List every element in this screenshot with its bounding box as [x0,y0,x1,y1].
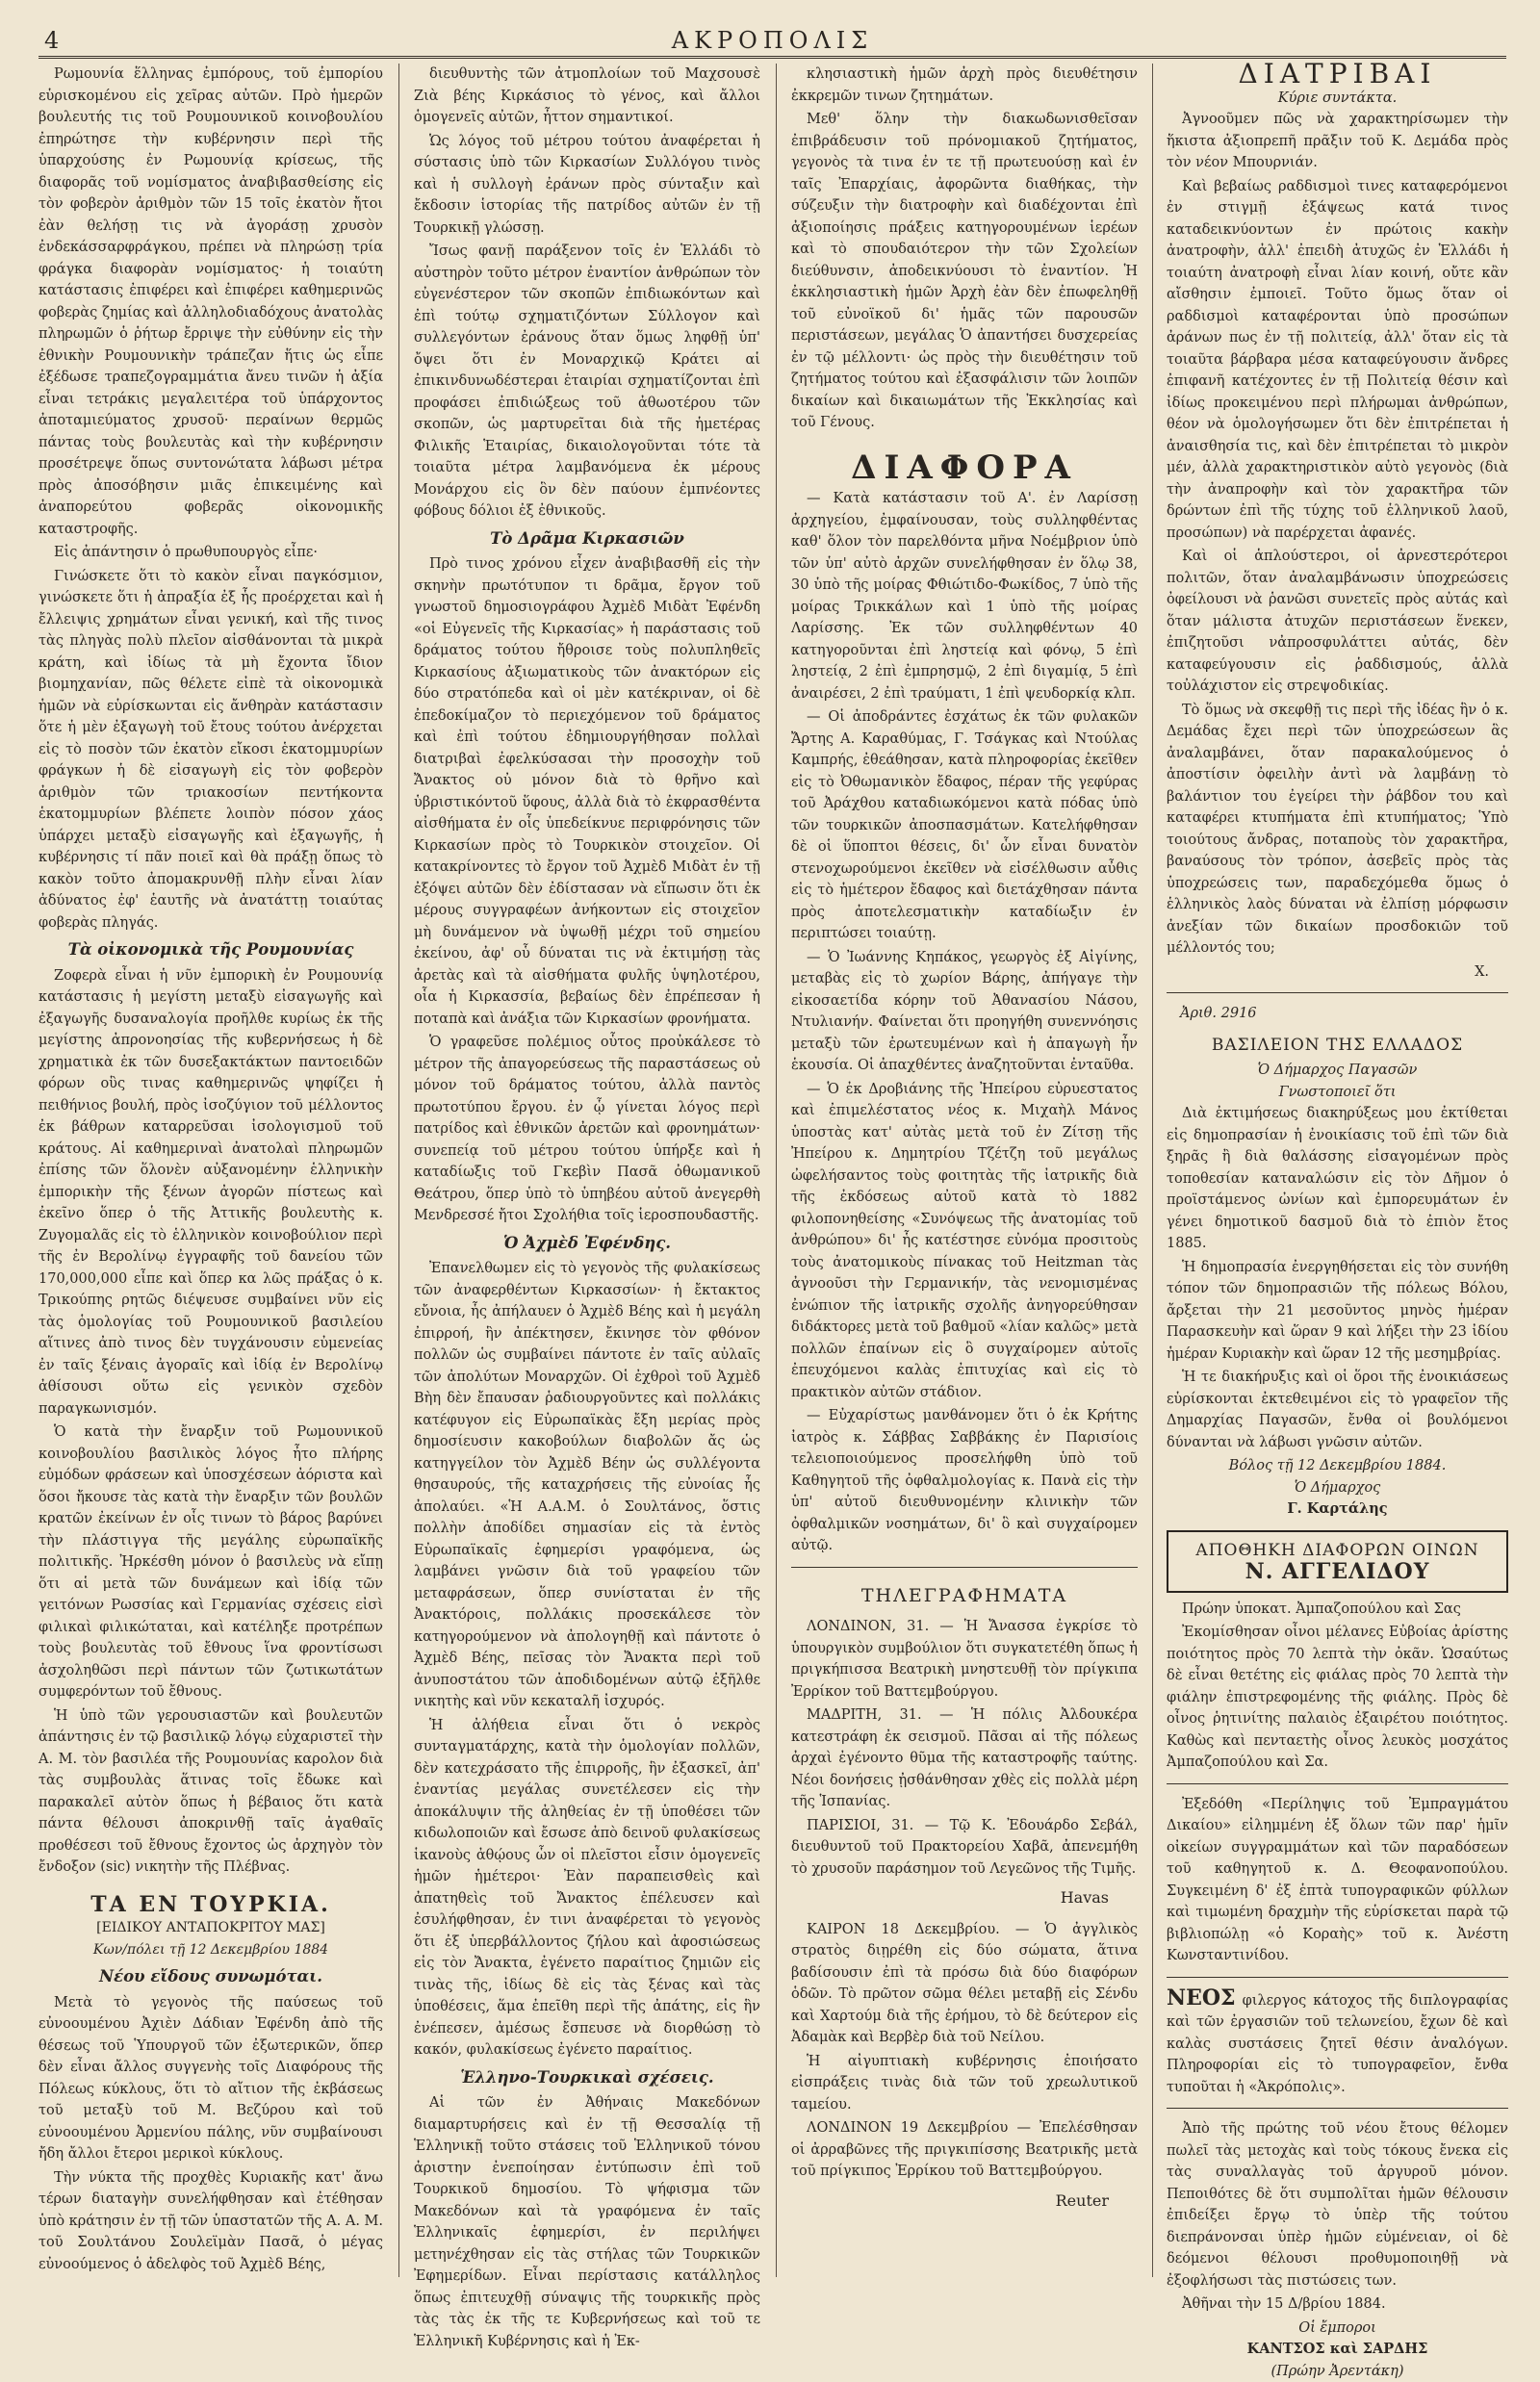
paragraph: Ἀθῆναι τὴν 15 Δ/βρίου 1884. [1167,2293,1508,2316]
column-1 [38,64,383,2277]
ad-signature-title: Οἱ ἔμποροι [1167,2318,1508,2340]
paragraph: Ὁ γραφεῦσε πολέμιος οὗτος προὐκάλεσε τὸ μέτρον τῆς ἀπαγορεύσεως τῆς παραστάσεως οὐ μόνον τοῦ δράματος τούτου, ἀλλὰ παντὸς πρωτοτύπου ἔργου. ἐν ᾧ γίνεται λόγος περὶ πατρίδος καὶ ἐθνικῶν ἀρετῶν καὶ φρονημάτων· συνεπείᾳ τοῦ μέτρου τούτου ὑπήρξε καὶ ἡ καταδίωξις τοῦ Γκεβὶν Πασᾶ ὀθωμανικοῦ Θεάτρου, ὅπερ ὑπὸ τὸ ὑπηβέου αὐτοῦ ἀνεγερθὴ Μενδρεσσέ ἤτοι Σχολήθια τοῖς ἱεροσπουδαστῆς. [414,1032,760,1227]
page-number: 4 [44,27,59,54]
news-item: — Εὐχαρίστως μανθάνομεν ὅτι ὁ ἐκ Κρήτης ἰατρὸς κ. Σάββας Σαββάκης ἐν Παρισίοις τελειοποιούμενος προσελήφθη ὑπὸ τοῦ Καθηγητοῦ τῆς ὀφθαλμολογίας κ. Πανὰ εἰς τὴν ὑπ' αὐτοῦ διευθυνομένην κλινικὴν τῶν ὀφθαλμικῶν νοσημάτων, δι' ὃ καὶ συγχαίρομεν αὐτῷ. [791,1405,1138,1557]
paragraph: Ἡ δημοπρασία ἐνεργηθήσεται εἰς τὸν συνήθη τόπον τῶν δημοπρασιῶν τῆς πόλεως Βόλου, ἄρξεται τὴν 21 μεσοῦντος μηνὸς ἡμέραν Παρασκευὴν καὶ ὥραν 9 καὶ λήξει τὴν 23 ἰδίου ἡμέραν Κυριακὴν καὶ ὥραν 12 τῆς μεσημβρίας. [1167,1257,1508,1366]
paragraph: Ἡ ἀλήθεια εἶναι ὅτι ὁ νεκρὸς συνταγματάρχης, κατὰ τὴν ὁμολογίαν πολλῶν, δὲν κατεχράσατο τῆς ἐπιρροῆς, ἣν ἐξασκεῖ, ἀπ' ἐναντίας μεγάλας συνετέλεσεν εἰς τὴν ἀποκάλυψιν τῆς ἀληθείας ἐν τῇ ὑποθέσει τῶν κιδωλοποιῶν καὶ ἔσωσε ἀπὸ δεινοῦ φυλακίσεως ἱκανοὺς ἀθῴους ὧν οἱ πλεῖστοι εἶσιν ὁμογενεῖς ἡμῶν ἡμέτεροι· Ἐὰν παραπεισθεὶς καὶ ἀπατηθεὶς τοῦ Ἄνακτος ἐπέλευσεν καὶ ἐσυλήφθησαν, ἐν τινι ἀναφέρεται τὸ γεγονὸς ὅτι ἐξ ὑπερβάλλοντος ζήλου καὶ ἀφοσιώσεως εἰς τὸν Ἄνακτα, ἐγένετο παραίτιος ζημιῶν εἰς τινὰς τῆς, ἰδίως δὲ εἰς τὰς ξένας καὶ τὰς ὑποθέσεις, ἅμα ἐπεῖθη περὶ τῆς ἀπάτης, εἰς ἣν ἐνέπεσεν, ἀμέσως ἔσπευσε νὰ διορθώσῃ τὸ κακόν, φυλακίσεως ἐγένετο παραίτιος. [414,1715,760,2062]
column-rule [398,64,399,2277]
telegram: ΛΟΝΔΙΝΟΝ 19 Δεκεμβρίου — Ἐπελέσθησαν οἱ ἀρραβῶνες τῆς πριγκιπίσσης Βεατρικῆς μετὰ τοῦ πρίγκιπος Ἐρρίκου τοῦ Βαττεμβούργου. [791,2117,1138,2183]
news-item: — Ὁ ἐκ Δροβιάνης τῆς Ἠπείρου εὐρυεστατος καὶ ἐπιμελέστατος νέος κ. Μιχαὴλ Μάνος ὑποστὰς κατ' αὐτὰς μετὰ τοῦ ἐν Ζίτσῃ τῆς Ἠπείρου κ. Δημητρίου Τζέτζη τοῦ μεγάλως ὠφελήσαντος τοὺς φοιτητὰς τῆς ἰατρικῆς διὰ τῆς ἐκδόσεως αὐτοῦ κατὰ τὸ 1882 φιλοπονηθείσης «Συνόψεως τῆς ἀνατομίας τοῦ ἀνθρώπου» δι' ἧς κατέστησε εὐνόμα προσιτοὺς τοὺς ἀνατομικοὺς πίνακας τοῦ Heitzman τὰς ἀγνοοῦσι τὴν Γερμανικήν, τὰς νενομισμένας ἐνώπιον τῆς ἰατρικῆς σχολῆς ἀνηγορεύθησαν διδάκτορες μετὰ τοῦ βαθμοῦ «λίαν καλῶς» μετὰ πολλῶν ἐπαίνων εἰς ὃ συγχαίρομεν αὐτοῖς ἐπευχόμενοι καλὰς ἐπιτυχίας καὶ εἰς τὸ πρακτικὸν αὐτῶν στάδιον. [791,1079,1138,1404]
notice-heading: ΒΑΣΙΛΕΙΟΝ ΤΗΣ ΕΛΛΑΔΟΣ [1167,1035,1508,1057]
divider [1167,1783,1508,1784]
paragraph: Καὶ οἱ ἁπλούστεροι, οἱ ἀρνεστερότεροι πολιτῶν, ὅταν ἀναλαμβάνωσιν ὑποχρεώσεις ὀφείλουσι νὰ ῥανῶσι συνετεῖς πρὸς αὐτάς καὶ ὅταν μάλιστα ἀτυχῶν περιστάσεων ἕνεκεν, ἐπιζητοῦσι νἀπροσφυλάττει αὐτάς, δὲν καταφεύγουσιν εἰς ῥαδδισμούς, ἀλλὰ τοὐλάχιστον εἰς στρεψοδικίας. [1167,546,1508,698]
telegram: Ἡ αἰγυπτιακὴ κυβέρνησις ἐποιήσατο εἰσπράξεις τινὰς διὰ τῶν τοῦ χρεωλυτικοῦ ταμείου. [791,2051,1138,2116]
ad-signature-name: ΚΑΝΤΣΟΣ καὶ ΣΑΡΔΗΣ [1167,2339,1508,2361]
news-item: — Οἱ ἀποδράντες ἐσχάτως ἐκ τῶν φυλακῶν Ἄρτης Α. Καραθύμας, Γ. Τσάγκας καὶ Ντούλας Καμπρής, ἐθεάθησαν, κατὰ πληροφορίας ἐκεῖθεν εἰς τὸ Ὀθωμανικὸν ἔδαφος, πέραν τῆς γεφύρας τοῦ Ἀράχθου καταδιωκόμενοι κατὰ πόδας ὑπὸ τῶν τουρκικῶν ἀποσπασμάτων. Κατελήφθησαν δὲ οἱ ὕποπτοι θέσεις, δι' ὧν εἶναι δυνατὸν στενοχωρούμενοι ἐκεῖθεν νὰ εἰσέλθωσιν αὖθις εἰς τὸ ἡμέτερον ἔδαφος καὶ διετάχθησαν πάντα πρὸς ἀποτελεσματικὴν καταδίωξιν ἐν περιπτώσει τοιαύτῃ. [791,706,1138,945]
telegram: ΠΑΡΙΣΙΟΙ, 31. — Τῷ Κ. Ἐδουάρδο Σεβάλ, διευθυντοῦ τοῦ Πρακτορείου Χαβᾶ, ἀπενεμήθη τὸ χρυσοῦν παράσημον τοῦ Λεγεῶνος τῆς Τιμῆς. [791,1815,1138,1881]
notice-authority: Ὁ Δήμαρχος Παγασῶν [1167,1060,1508,1082]
paragraph: Ἡ τε διακήρυξις καὶ οἱ ὅροι τῆς ἐνοικιάσεως εὑρίσκονται ἐκτεθειμένοι εἰς τὸ γραφεῖον τῆς Δημαρχίας Παγασῶν, ἔνθα οἱ βουλόμενοι δύνανται νὰ λάβωσι γνῶσιν αὐτῶν. [1167,1367,1508,1453]
agency-signature: Havas [791,1887,1109,1909]
column-rule [1152,64,1153,2277]
notice-signature-name: Γ. Καρτάλης [1167,1498,1508,1521]
subheading: Ἑλληνο-Τουρκικαὶ σχέσεις. [414,2067,760,2089]
correspondent-note: [ΕΙΔΙΚΟΥ ΑΝΤΑΠΟΚΡΙΤΟΥ ΜΑΣ] [38,1917,383,1939]
wine-store-advertisement [1167,1530,1508,1593]
paragraph: Πρὸ τινος χρόνου εἶχεν ἀναβιβασθῆ εἰς τὴν σκηνὴν πρωτότυπον τι δρᾶμα, ἔργον τοῦ γνωστοῦ δημοσιογράφου Ἀχμὲδ Μιδὰτ Ἐφένδη «οἱ Εὐγενεῖς τῆς Κιρκασίας» ἡ παράστασις τοῦ δράματος τούτου ἤθροισε τοὺς πολυπληθεῖς Κιρκασίους ἀξιωματικοὺς τῶν ἀνακτόρων εἰς δύο στρατόπεδα καὶ οἱ μὲν κατέκριναν, οἱ δὲ ἐπεδοκίμαζον τὸ περιεχόμενον τοῦ δράματος καὶ ἐπὶ τούτου ἐδημιουργήθησαν πολλαὶ διατριβαὶ ἐφελκύσασαι τὴν προσοχὴν τοῦ Ἄνακτος οὐ μόνον διὰ τὸ θρῆνο καὶ ὑβριστικόντοῦ ὕφους, ἀλλὰ διὰ τὸ ἐκφρασθέντα αἰσθήματα ἐν οἷς ὑπεδείκνυε περιφρόνησις τῶν Κιρκασίων πρὸς τὸ Τουρκικὸν στοιχεῖον. Οἱ κατακρίνοντες τὸ ἔργον τοῦ Ἀχμὲδ Μιδὰτ ἐν τῇ ἐξόψει αὐτῶν δὲν ἐδίστασαν νὰ εἴπωσιν ὅτι ἐκ μέρους συγγραφέων ἀνήκοντων εἰς στοιχεῖον μὴ δυνάμενον νὰ ὑψωθῇ μέχρι τοῦ σημείου ἐκείνου, ἀφ' οὗ δύναται τις νὰ ἐκτιμήσῃ τὰς ἀρετὰς καὶ τὰ αἰσθήματα φυλῆς ὑψηλοτέρου, οἷα ἡ Κιρκασσία, βεβαίως δὲν ἐπρέπεσαν ἡ ποταπὰ καὶ ἀνάξια τῶν Κιρκασίων φρονήματα. [414,553,760,1030]
divider [1167,992,1508,993]
column-2 [414,64,760,2277]
notice-date: Βόλος τῇ 12 Δεκεμβρίου 1884. [1167,1455,1508,1477]
column-3 [791,64,1138,2277]
salutation: Κύριε συντάκτα. [1167,88,1508,110]
section-heading: ΔΙΑΤΡΙΒΑΙ [1167,64,1508,86]
subheading: Τὰ οἰκονομικὰ τῆς Ρουμουνίας [38,939,383,961]
divider [1167,1977,1508,1978]
subheading: Τὸ Δρᾶμα Κιρκασιῶν [414,528,760,551]
ad-text: φιλεργος κάτοχος τῆς διπλογραφίας καὶ τῶν ἐργασιῶν τοῦ τελωνείου, ἔχων δὲ καὶ καλὰς συστάσεις ζητεῖ θέσιν ἀναλόγων. Πληροφορίαι εἰς τὸ τυπογραφεῖον, ἔνθα τυποῦται ἡ «Ἀκρόπολις». [1167,1993,1508,2095]
job-advertisement [1167,1987,1508,2099]
paragraph: Αἱ τῶν ἐν Ἀθήναις Μακεδόνων διαμαρτυρήσεις καὶ ἐν τῇ Θεσσαλίᾳ τῇ Ἑλληνικῇ τοῦτο στάσεις τοῦ Ἑλληνικοῦ τόνου ἀριστην ἐνεποίησαν ἐντύπωσιν ἐπὶ τοῦ Τουρκικοῦ δημοσίου. Τὸ ψήφισμα τῶν Μακεδόνων καὶ τὰ γραφόμενα ἐν ταῖς Ἑλληνικαῖς ἐφημερίσι, ἐν περιλήψει μετηνέχθησαν εἰς τὰς στήλας τῶν Τουρκικῶν Ἐφημερίδων. Εἶναι περίστασις κατάλληλος ὅπως ἐπιτευχθῇ σύναψις τῆς τουρκικῆς πρὸς τὰς τὰς ἐκ τῆς τε Κυβερνήσεως καὶ τοῦ τε Ἑλληνικῆ Κυβέρνησις καὶ ἡ Ἐκ- [414,2092,760,2352]
column-4 [1167,64,1508,2277]
paragraph: Εἰς ἀπάντησιν ὁ πρωθυπουργὸς εἶπε· [38,542,383,564]
paragraph: Ἐπανελθωμεν εἰς τὸ γεγονὸς τῆς φυλακίσεως τῶν ἀναφερθέντων Κιρκασσίων· ἡ ἔκτακτος εὔνοια, ἧς ἀπήλαυεν ὁ Ἀχμὲδ Βέης καὶ ἡ μεγάλη ἐπιρροή, ἣν ἀπέκτησεν, ἔκινησε τὸν φθόνον πολλῶν ὡς συμβαίνει πάντοτε ἐν ταῖς αὐλαῖς τῶν ἀπολύτων Μοναρχῶν. Οἱ ἐχθροὶ τοῦ Ἀχμὲδ Βὴη δὲν ἔπαυσαν ῥαδιουργοῦντες καὶ πολλάκις κατέφυγον εἰς Εὐρωπαϊκὰς ἔξη μερίας πρὸς δημοσίευσιν κακοβούλων διαβολῶν ἄς ὡς κατηγγείλον τὸν Ἀχμὲδ Βέην ὡς συλλέγοντα θησαυρούς, τῆς καταχρήσεις τῆς εὐνοίας ἧς ἀπολαύει. «Ἡ Α.Α.Μ. ὁ Σουλτάνος, ὅστις πολλὴν ἀποδίδει σημασίαν εἰς τὰ ἐντὸς Εὐρωπαϊκαῖς ἐφημερίσι γραφόμενα, ὡς λαμβάνει γνῶσιν διὰ τοῦ γραφείου τῶν μεταφράσεων, ὅπερ συνίσταται ἐν τῆς Ἀνακτόροις, πολλάκις προσεκάλεσε τὸν κατηγορούμενον νὰ ἀπολογηθῇ καὶ πάντοτε ὁ Ἀχμὲδ Βέης, πεῖσας τὸν Ἄνακτα περὶ τοῦ ἀνυποστάτου τῶν ἀποδιδομένων αὐτῷ ἐξῆλθε νικητὴς καὶ νῦν κεκαταλῆ ἰσχυρός. [414,1258,760,1713]
paragraph: Ἐκομίσθησαν οἶνοι μέλανες Εὐβοίας ἀρίστης ποιότητος πρὸς 70 λεπτὰ τὴν ὀκᾶν. Ὡσαύτως δὲ εἶναι θετέτης εἰς φιάλας πρὸς 70 λεπτὰ τὴν φιάλην ἐπιστρεφομένης τῆς φιάλης. Πρὸς δὲ οἶνος ῥητινίτης παλαιὸς ἐξαιρέτου ποιότητος. Καθὼς καὶ πενταετὴς οἶνος λευκὸς μοσχάτος Ἀμπαζοπούλου καὶ Σα. [1167,1622,1508,1774]
notice-signature-title: Ὁ Δήμαρχος [1167,1477,1508,1499]
section-heading: ΤΗΛΕΓΡΑΦΗΜΑΤΑ [791,1585,1138,1607]
section-heading: ΤΑ ΕΝ ΤΟΥΡΚΙΑ. [38,1894,383,1916]
divider [1167,2108,1508,2109]
paragraph: Διὰ ἐκτιμήσεως διακηρύξεως μου ἐκτίθεται εἰς δημοπρασίαν ἡ ἐνοικίασις τοῦ ἐπὶ τῶν διὰ ξηρᾶς ἢ διὰ θαλάσσης εἰσαγομένων πρὸς τοποθεσίαν καταναλώσιν εἰς τὸν Δῆμον ὁ προϊστάμενος ὠνίων καὶ ἐμπορευμάτων ἐν γένει δημοτικοῦ δασμοῦ διὰ τὸ ἐπιὸν ἔτος 1885. [1167,1103,1508,1255]
paragraph: Μεθ' ὅλην τὴν διακωδωνισθεῖσαν ἐπιβράδευσιν τοῦ πρόνομιακοῦ ζητήματος, γεγονὸς τὰ τινα ἐν τε τῇ πρωτευούσῃ καὶ ἐν ταῖς Ἐπαρχίαις, ἀφορῶντα διαθήκας, τὴν σύζευξιν τὴν διατροφὴν καὶ διαδέχονται ἐπὶ ἀξιοποίησις πράξεις κατηγορουμένων ἱερέων καὶ τὸ σπουδαιότερον τὴν τῶν Σχολείων διεύθυνσιν, ἀποδεικνύουσι τὸ ἐναντίον. Ἡ ἐκκλησιαστικὴ ἡμῶν Ἀρχὴ ἐὰν δὲν ἐπωφεληθῇ τοῦ εὐνοϊκοῦ δι' ἡμᾶς τῶν παρουσῶν περιστάσεων, μεγάλας Ὁ ἀπαντήσει δυσχερείας ἐν τῷ μέλλοντι· ὡς πρὸς τὴν διευθέτησιν τοῦ ζητήματος τούτου καὶ ἐξασφάλισιν τῶν λοιπῶν δικαίων καὶ δικαιωμάτων τῆς Ἐκκλησίας καὶ τοῦ Γένους. [791,109,1138,434]
paragraph: Καὶ βεβαίως ραδδισμοὶ τινες καταφερόμενοι ἐν στιγμῇ ἐξάψεως κατά τινος καταδεικνύοντων ἐν πρώτοις κακὴν ἀνατροφὴν, ἀλλ' ἐπειδὴ ἀτυχῶς ἐν Ἑλλάδι ἡ τοιαύτη ἀνατροφὴ εἶναι λίαν κοινή, οὔτε κἂν αἴσθησιν ἐμποιεῖ. Τοῦτο ὅμως ὅταν οἱ ραδδισμοὶ καταφέρονται ὑπὸ προσώπων ἀράνων πως ἐν τῇ πολιτείᾳ, ἀλλ' ὅταν εἰς τὰ τοιαῦτα βάρβαρα μέσα καταφεύγουσιν ἄνδρες ἐπιφανῆ κατέχοντες ἐν τῇ Πολιτείᾳ θέσιν καὶ ἰδίως προκειμένου περὶ πλήρωμαι ἀνθρώπων, θέον νὰ ὁμολογήσωμεν ὅτι δὲν ἐπιτρέπεται ἡ ἀναισθησία τις, καὶ δὲν ἐπιτρέπεται τὸ μικρὸν μέν, ἀλλὰ χαρακτηριστικὸν αὐτὸ γεγονὸς (διὰ τὴν ἀναπροφὴν καὶ τὸν χαρακτῆρα τῶν δρώντων ἐπὶ τῆς τύχης τοῦ ἑλληνικοῦ λαοῦ, προσώπων) νὰ παρέρχεται ἀφανές. [1167,176,1508,545]
telegram: ΛΟΝΔΙΝΟΝ, 31. — Ἡ Ἄνασσα ἐγκρίσε τὸ ὑπουργικὸν συμβούλιον ὅτι συγκατετέθη ὅπως ἡ πριγκήπισσα Βεατρικὴ μνηστευθῇ τὸν πρίγκιπα Ἐρρίκον τοῦ Βαττεμβούργου. [791,1616,1138,1703]
paragraph: Γινώσκετε ὅτι τὸ κακὸν εἶναι παγκόσμιον, γινώσκετε ὅτι ἡ ἀπραξία ἐξ ἧς προέρχεται καὶ ἡ ἔλλειψις χρημάτων εἶναι γενική, καὶ τῆς τινος τὰς πληγὰς πολὺ πλεῖον αἰσθάνονται τὰ μικρὰ κράτη, καὶ ἰδίως τὰ μὴ ἔχοντα ἴδιον βιομηχανίαν, πῶς θέλετε εἰπὲ τὰ οἰκονομικὰ ἡμῶν νὰ εὑρίσκωνται εἰς ἄνθηρὰν κατάστασιν ὅτε ἡ μὲν ἐξαγωγὴ τοῦ ἔτους τούτου ἀνέρχεται εἰς τὸ ποσὸν τῶν ἑκατὸν εἴκοσι ἑκατομμυρίων φράγκων ἡ δὲ εἰσαγωγὴ εἰς τὸν φοβερὸν ἀριθμὸν τῶν τριακοσίων πεντήκοντα ἑκατομμυρίων βλέπετε λοιπὸν πόσον χάος ὑπάρχει μεταξὺ εἰσαγωγῆς καὶ ἐξαγωγῆς, ἡ κυβέρνησις τί πᾶν ποιεῖ καὶ θὰ πράξῃ ὅπως τὸ κακὸν τοῦτο ἀπομακρυνθῇ πλὴν εἶναι λίαν ἀδύνατος ἐφ' ἑαυτῆς νὰ ἀνατάττῃ τοιαύτας φοβερὰς πληγάς. [38,566,383,935]
newspaper-title: ΑΚΡΟΠΟΛΙΣ [38,27,1506,54]
ad-signature-note: (Πρώην Ἀρεντάκη) [1167,2361,1508,2382]
telegram: ΚΑΙΡΟΝ 18 Δεκεμβρίου. — Ὁ ἀγγλικὸς στρατὸς διῃρέθη εἰς δύο σώματα, ἅτινα βαδίσουσιν ἐπὶ τὰ πρόσω διὰ δύο διαφόρων ὁδῶν. Τὸ πρῶτον σῶμα θέλει μεταβῇ εἰς Σένδυ καὶ Χαρτούμ διὰ τῆς ἐρήμου, τὸ δὲ δεύτερον εἰς Ἀδαμὰκ καὶ Βερβὲρ διὰ τοῦ Νείλου. [791,1919,1138,2049]
paragraph: Ὡς λόγος τοῦ μέτρου τούτου ἀναφέρεται ἡ σύστασις ὑπὸ τῶν Κιρκασίων Συλλόγου τινὸς καὶ ἡ συλλογὴ ἐράνων πρὸς σύνταξιν καὶ ἔκδοσιν ἱστορίας τῆς πατρίδος αὐτῶν ἐν τῇ Τουρκικῇ γλώσσῃ. [414,131,760,240]
news-item: — Ὁ Ἰωάννης Κηπάκος, γεωργὸς ἐξ Αἰγίνης, μεταβὰς εἰς τὸ χωρίον Βάρης, ἀπήγαγε τὴν εἰκοσαετίδα κόρην τοῦ Ἀθανασίου Νάσου, Ντυλιανήν. Φαίνεται ὅτι προηγήθη συνεννόησις μεταξὺ τῶν ἐρωτευμένων καὶ ἡ ἀπαγωγὴ ἦν ἑκουσία. Οἱ ἀπαχθέντες ἀναζητοῦνται ἐνταῦθα. [791,947,1138,1077]
section-heading: ΔΙΑΦΟΡΑ [791,457,1138,479]
ad-lead-word: ΝΕΟΣ [1167,1985,1236,2011]
paragraph: Πρώην ὑποκατ. Ἀμπαζοπούλου καὶ Σας [1167,1599,1508,1621]
ad-heading-name: Ν. ΑΓΓΕΛΙΔΟΥ [1174,1561,1501,1583]
paragraph: Ρωμουνία ἕλληνας ἐμπόρους, τοῦ ἐμπορίου εὑρισκομένου εἰς χεῖρας αὐτῶν. Πρὸ ἡμερῶν βουλευτής τις τοῦ Ρουμουνικοῦ κοινοβουλίου ἐπηρώτησε τὴν κυβέρνησιν περὶ τῆς ὑπαρχούσης ἐν Ρωμουνίᾳ κρίσεως, τῆς διαφορᾶς τοῦ νομίσματος ἀναβιβασθείσης εἰς τὸν φοβερὸν ἀριθμὸν τῶν 15 τοῖς ἑκατὸν ἤτοι ἐὰν θελήσῃ τις νὰ ἀγοράσῃ χρυσὸν ἐνδεκάσσαρφράγκου, πρέπει νὰ πληρώσῃ τρία φράγκα διαφορὰν νομίσματος· ἡ τοιαύτη κατάστασις ἐπιφέρει καὶ ἐπιφέρει καθημερινῶς φοβερὰς ζημίας καὶ ἀλληλοδιαδόχους ἀνατολὰς πληρωμῶν ὁ ῥήτωρ ἔρριψε τὴν εὐθύνην εἰς τὴν ἐθνικὴν Ρουμουνικὴν τράπεζαν ἥτις ὡς εἶπε ἐξέδωσε τραπεζογραμμάτια ἄνευ τινῶν ἡ ἀξία εἶναι τετράκις μεγαλειτέρα τοῦ ὑπάρχοντος ἀποταμιεύματος χρυσοῦ· περαίνων θερμῶς πάντας τοὺς βουλευτὰς καὶ τὴν κυβέρνησιν προσέτρεψε ὅπως συντονώτατα λάβωσι μέτρα πρὸς ἀποσόβησιν μιᾶς ἐπικειμένης καὶ ἀναπορεύτου φοβερᾶς οἰκονομικῆς καταστροφῆς. [38,64,383,540]
paragraph: Ἐξεδόθη «Περίληψις τοῦ Ἐμπραγμάτου Δικαίου» εἰλημμένη ἐξ ὅλων τῶν παρ' ἡμῖν οἰκείων συγγραμμάτων καὶ τῶν παραδόσεων τοῦ καθηγητοῦ κ. Δ. Θεοφανοπούλου. Συγκειμένη δ' ἐξ ἑπτὰ τυπογραφικῶν φύλλων καὶ τιμωμένη δραχμὴν τῆς εὑρίσκεται παρὰ τῷ βιβλιοπώλῃ «ὁ Κοραὴς» τοῦ κ. Ἀνέστη Κωνσταντινίδου. [1167,1794,1508,1967]
agency-signature: Reuter [791,2190,1109,2213]
telegram: ΜΑΔΡΙΤΗ, 31. — Ἡ πόλις Ἀλδουκέρα κατεστράφη ἐκ σεισμοῦ. Πᾶσαι αἱ τῆς πόλεως ἀρχαὶ ἐγένοντο θῦμα τῆς καταστροφῆς ταύτης. Νέοι δονήσεις ᾐσθάνθησαν χθὲς εἰς πολλὰ μέρη τῆς Ἱσπανίας. [791,1704,1138,1813]
paragraph: Ὁ κατὰ τὴν ἔναρξιν τοῦ Ρωμουνικοῦ κοινοβουλίου βασιλικὸς λόγος ἦτο πλήρης εὐμόδων φράσεων καὶ ὑποσχέσεων ἀόριστα καὶ ὅσοι ἤκουσε τὰς κατὰ τὴν ἔναρξιν τῶν βουλῶν κρατῶν ἐκείνων ἐν οἷς τινων τὸ βάρος βαρύνει τὴν πλάστιγγα τῆς μεγάλης εὐρωπαϊκῆς πολιτικῆς. Ἠρκέσθη μόνον ὁ βασιλεὺς νὰ εἴπῃ ὅτι αἱ μετὰ τῶν δυνάμεων καὶ ἰδίᾳ τῶν γειτόνων Ρωσσίας καὶ Γερμανίας σχέσεις εἰσὶ φιλικαὶ φιλικώταται, καὶ κατέληξε προτρέπων τοὺς βουλευτὰς τοῦ ἔθνους ἵνα φροντίσωσι ἀσχοληθῶσι περὶ πάντων τῶν ζωτικωτάτων συμφερόντων τοῦ ἔθνους. [38,1422,383,1703]
paragraph: Ζοφερὰ εἶναι ἡ νῦν ἐμπορικὴ ἐν Ρουμουνίᾳ κατάστασις ἡ μεγίστη μεταξὺ εἰσαγωγῆς καὶ ἐξαγωγῆς δυσαναλογία προῆλθε κυρίως ἐκ τῆς μεγίστης ἀπρονοησίας τῆς κυβερνήσεως ἡ δὲ χρηματικὰ ἐκ τῶν δυσεξακτάκτων παντοειδῶν φόρων οὓς τινας καθημερινῶς ψηφίζει ἡ πειθήνιος βουλή, πρὸς ἰσοζύγιον τοῦ μέλλοντος ἐκ βάθρων καταρρεῦσαι ἰσολογισμοῦ τοῦ κράτους. Αἱ καθημεριναὶ ἀνατολαὶ πληρωμῶν ἐπίσης τῶν ὅλονὲν αὐξανομένην ἑλληνικὴν ἐμπορικὴν τῆς ξένων ἀγορῶν πίστεως καὶ ἐκεῖνο ὅπερ ὁ τῆς Ἀττικῆς βουλευτὴς κ. Ζυγομαλᾶς εἰς τὸ ἑλληνικὸν κοινοβούλιον περὶ τῆς ἐν Βερολίνῳ ἐγγραφῆς τοῦ δανείου τῶν 170,000,000 εἶπε καὶ ὅπερ κα λῶς πράξας ὁ κ. Τρικούπης ρητῶς διέψευσε συμβαίνει νῦν εἰς τὰς ὁμολογίας τοῦ Ρουμουνικοῦ βασιλείου αἵτινες ἀπὸ τινος δὲν τυγχάνουσιν εὐμενείας ἐν ταῖς ξέναις ἀγοραῖς καὶ ἰδίᾳ ἐν Βερολίνῳ ἀθίσουσι οὕτω εἰς γενικὸν σχεδὸν παραγκωνισμόν. [38,965,383,1421]
paragraph: κλησιαστικὴ ἡμῶν ἀρχὴ πρὸς διευθέτησιν ἐκκρεμῶν τινων ζητημάτων. [791,64,1138,107]
news-item: — Κατὰ κατάστασιν τοῦ Α'. ἐν Λαρίσσῃ ἀρχηγείου, ἐμφαίνουσαν, τοὺς συλληφθέντας καθ' ὅλον τὸν παρελθόντα μῆνα Νοέμβριον ὑπὸ τῶν ὑπ' αὐτὸ ἀρχῶν συνελήφθησαν ἐν ὅλῳ 38, 30 ὑπὸ τῆς μοίρας Φθιώτιδο-Φωκίδος, 7 ὑπὸ τῆς μοίρας Τρικκάλων καὶ 1 ὑπὸ τῆς μοίρας Λαρίσσης. Ἐκ τῶν συλληφθέντων 40 κατηγοροῦνται ἐπὶ ληστείᾳ καὶ φόνῳ, 5 ἐπὶ ληστείᾳ, 2 ἐπὶ ἐμπρησμῷ, 2 ἐπὶ διγαμίᾳ, 5 ἐπὶ ἀναιρέσει, 2 ἐπὶ τραύματι, 1 ἐπὶ ψευδορκίᾳ κλπ. [791,488,1138,704]
paragraph: Ἴσως φανῇ παράξενον τοῖς ἐν Ἑλλάδι τὸ αὐστηρὸν τοῦτο μέτρον ἐναντίον ἀνθρώπων τὸν εὐγενέστερον τῶν σκοπῶν ἐπιδιωκόντων καὶ ἐπὶ τούτῳ σχηματιζόντων Σύλλογον καὶ συλλεγόντων ἐράνους ὅταν ὅμως ληφθῇ ὑπ' ὄψει ὅτι ἐν Μοναρχικῷ Κράτει αἱ ἐπικινδυνωδέστεραι ἑταιρίαι σχηματίζονται ἐπὶ προφάσει ἐπιδιώξεως τοῦ ἀθωοτέρου τῶν σκοπῶν, ὡς μαρτυρεῖται διὰ τῆς ἡμετέρας Φιλικῆς Ἑταιρίας, δικαιολογοῦνται τότε τὰ τοιαῦτα μέτρα λαμβανόμενα ἐκ μέρους Μονάρχου εἰς ὃν δὲν παύουν ἐμπνέοντες φόβους δόλιοι ἐξ ἐθνικοῦς. [414,241,760,523]
notice-number: Ἀριθ. 2916 [1180,1003,1508,1025]
dateline: Κων/πόλει τῇ 12 Δεκεμβρίου 1884 [38,1939,383,1961]
notice-intro: Γνωστοποιεῖ ὅτι [1167,1082,1508,1104]
letter-signature: Χ. [1167,961,1489,984]
subheading: Νέου εἴδους συνωμόται. [38,1966,383,1988]
paragraph: Ἡ ὑπὸ τῶν γερουσιαστῶν καὶ βουλευτῶν ἀπάντησις ἐν τῷ βασιλικῷ λόγῳ εὐχαριστεῖ τὴν Α. Μ. τὸν βασιλέα τῆς Ρουμουνίας καρολον διὰ τὰς συμβουλὰς ἅτινας τοῖς ἔδωκε καὶ παρακαλεῖ αὐτὸν ὅπως ἡ βέβαιος ὅτι κατὰ πάντα θέλουσι ἀποκρινθῇ ταῖς ἀγαθαῖς προθέσεσι τοῦ ἔθνους ἔχοντος ὡς ἀρχηγὸν τὸν ἔνδοξον (sic) νικητὴν τῆς Πλέβνας. [38,1705,383,1879]
paragraph: Ἀγνοοῦμεν πῶς νὰ χαρακτηρίσωμεν τὴν ἥκιστα ἀξιοπρεπῆ πρᾶξιν τοῦ Κ. Δεμάδα πρὸς τὸν νέον Μπουρνιάν. [1167,109,1508,174]
paragraph: Μετὰ τὸ γεγονὸς τῆς παύσεως τοῦ εὐνοουμένου Ἀχιὲν Δάδιαν Ἐφένδη ἀπὸ τῆς θέσεως τοῦ Ὑπουργοῦ τῶν ἐξωτερικῶν, ὅπερ δὲν εἶναι ἄλλος συγγενὴς τοῖς Διαφόρους τῆς Πόλεως κύκλους, ὅτι τὸ αἴτιον τῆς ἐκβάσεως τοῦ μεταξὺ τοῦ Μ. Βεζύρου καὶ τοῦ εὐνοουμένου Ἀρμενίου πάλης, νῦν συμβαίνουσι ἤδη ἄλλοι ἔτεροι μερικοὶ κύκλους. [38,1992,383,2165]
paragraph: διευθυντὴς τῶν ἀτμοπλοίων τοῦ Μαχσουσὲ Ζιὰ βέης Κιρκάσιος τὸ γένος, καὶ ἄλλοι ὁμογενεῖς αὐτῶν, ἧττον σημαντικοί. [414,64,760,129]
paragraph: Τὴν νύκτα τῆς προχθὲς Κυριακῆς κατ' ἄνω τέρων διαταγὴν συνελήφθησαν καὶ ἐτέθησαν ὑπὸ κράτησιν ἐν τῇ τῶν ὑπαστατῶν τῆς Α. Α. Μ. τοῦ Σουλτάνου Σουλεϊμὰν Πασᾶ, ὁ μέγας εὐνοούμενος ὁ ἀδελφὸς τοῦ Ἀχμὲδ Βέης, [38,2167,383,2276]
subheading: Ὁ Ἀχμὲδ Ἐφένδης. [414,1233,760,1255]
ad-heading: ΑΠΟΘΗΚΗ ΔΙΑΦΟΡΩΝ ΟΙΝΩΝ [1174,1540,1501,1562]
divider [791,1567,1138,1568]
paragraph: Τὸ ὅμως νὰ σκεφθῇ τις περὶ τῆς ἰδέας ἣν ὁ κ. Δεμάδας ἔχει περὶ τῶν ὑποχρεώσεων ἃς ἀναλαμβάνει, ὅταν παρακαλούμενος ὁ ἀποστίσιν ὀφειλὴν ἀντὶ νὰ λαμβάνῃ τὸ βαλάντιον του ἐγείρει τὴν ῥάβδον του καὶ καταφέρει κτυπήματα ἐπὶ κτυπήματος; Ὑπὸ τοιούτους ἄνδρας, ποταποὺς τὸν χαρακτῆρα, βαναύσους τὸν τρόπον, ἀσεβεῖς πρὸς τὰς ὑποχρεώσεις των, παραδεχόμεθα ὅμως ὁ ἑλληνικὸς λαὸς δύναται νὰ ἐλπίσῃ μόρφωσιν ἀνεξίαν τῶν δικαίων προσδοκιῶν τοῦ μέλλοντός του; [1167,700,1508,960]
masthead [38,21,1506,59]
paragraph: Ἀπὸ τῆς πρώτης τοῦ νέου ἔτους θέλομεν πωλεῖ τὰς μετοχὰς καὶ τοὺς τόκους ἔνεκα εἰς τὰς συναλλαγὰς τοῦ ἀργυροῦ μόνον. Πεποιθότες δὲ ὅτι συμπολῖται ἡμῶν θέλουσιν ἐπιδείξει ἔργῳ τὸ ὑπὲρ τῆς τούτου διεπράνονσαι ὑπὲρ ἡμῶν εὐμένειαν, οἱ δὲ δεόμενοι θέλουσι προθυμοποιηθῇ νὰ ἐξοφλήσωσι τὰς πιστώσεις των. [1167,2118,1508,2292]
column-rule [776,64,777,2277]
